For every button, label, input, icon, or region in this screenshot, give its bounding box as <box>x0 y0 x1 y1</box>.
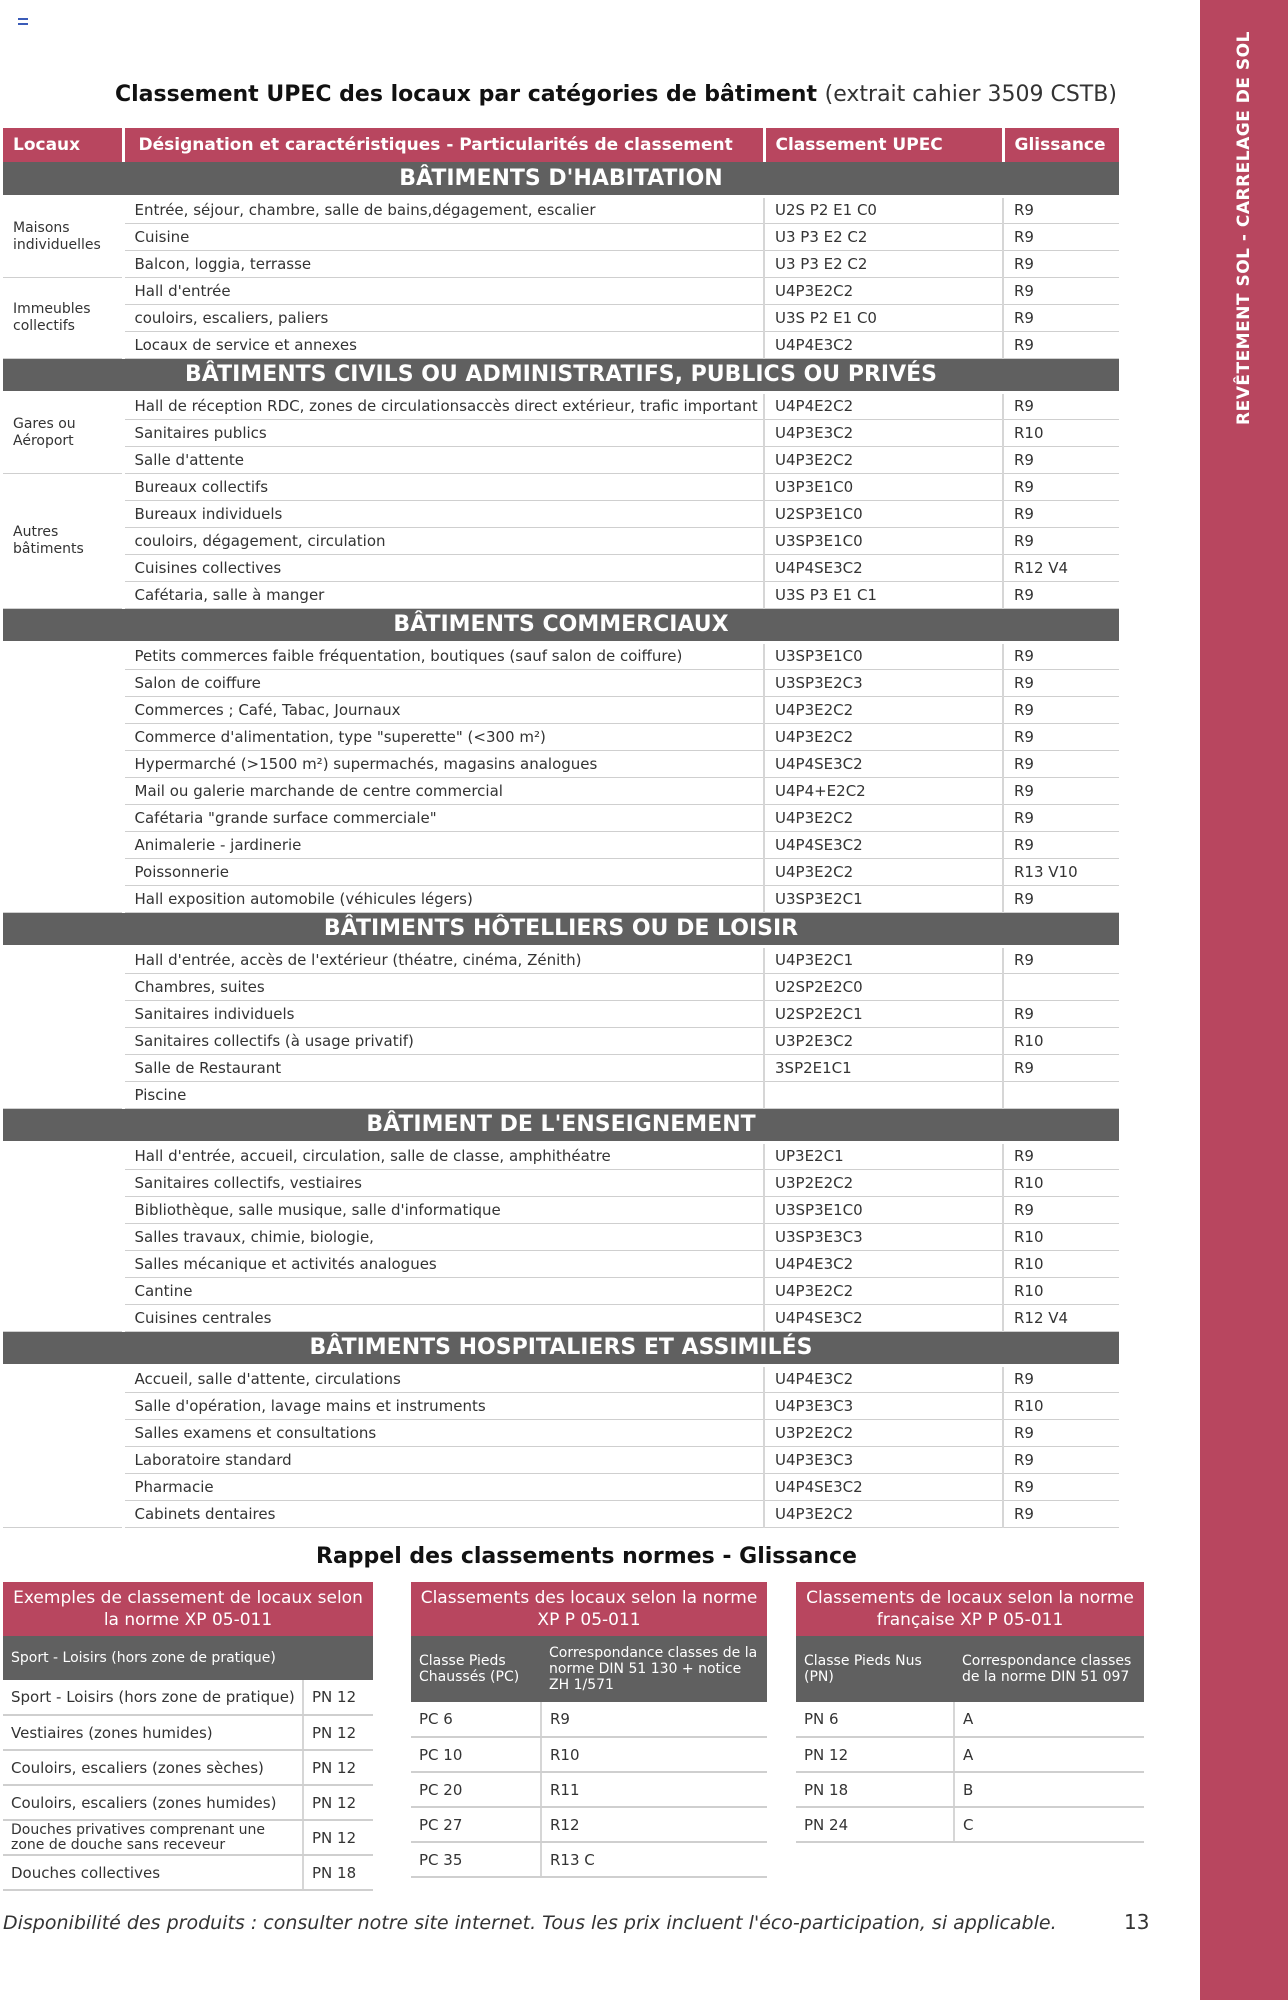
table-row <box>411 1807 767 1842</box>
designation-cell: Sanitaires publics <box>123 419 764 446</box>
glissance-cell: R9 <box>1003 777 1119 804</box>
side-banner-text: REVÊTEMENT SOL - CARRELAGE DE SOL <box>1234 31 1254 425</box>
upec-cell: U3P3E1C0 <box>764 473 1003 500</box>
table-row <box>3 1142 1119 1169</box>
designation-cell: Cafétaria "grande surface commerciale" <box>123 804 764 831</box>
designation-cell: Pharmacie <box>123 1473 764 1500</box>
glissance-cell: R10 <box>1003 1223 1119 1250</box>
glissance-cell: R9 <box>1003 1142 1119 1169</box>
value-cell: R10 <box>541 1737 767 1772</box>
glissance-cell: R9 <box>1003 1054 1119 1081</box>
table-row <box>411 1737 767 1772</box>
title-main: Classement UPEC des locaux par catégories de bâtiment <box>115 82 817 107</box>
value-cell: PN 12 <box>303 1785 373 1820</box>
upec-cell: U4P4+E2C2 <box>764 777 1003 804</box>
upec-table-header <box>3 128 1119 162</box>
value-cell: R9 <box>541 1702 767 1737</box>
upec-cell: U4P4SE3C2 <box>764 750 1003 777</box>
designation-cell: Hall exposition automobile (véhicules légers) <box>123 885 764 912</box>
table-row <box>3 750 1119 777</box>
glissance-cell: R10 <box>1003 1277 1119 1304</box>
upec-cell: U2SP3E1C0 <box>764 500 1003 527</box>
glissance-cell: R9 <box>1003 581 1119 608</box>
glissance-cell: R9 <box>1003 473 1119 500</box>
upec-cell: UP3E2C1 <box>764 1142 1003 1169</box>
glissance-cell: R10 <box>1003 1250 1119 1277</box>
glissance-cell: R9 <box>1003 223 1119 250</box>
upec-cell: U4P3E2C2 <box>764 1500 1003 1527</box>
glissance-cell: R10 <box>1003 1027 1119 1054</box>
glissance-cell: R9 <box>1003 1446 1119 1473</box>
locaux-cell <box>3 1142 123 1331</box>
upec-cell: U4P3E2C2 <box>764 277 1003 304</box>
upec-cell <box>764 1081 1003 1108</box>
designation-cell: Cabinets dentaires <box>123 1500 764 1527</box>
upec-cell: U4P4SE3C2 <box>764 1304 1003 1331</box>
table-row <box>796 1772 1144 1807</box>
upec-cell: U3SP3E1C0 <box>764 642 1003 669</box>
value-cell: R13 C <box>541 1842 767 1877</box>
designation-cell: Bureaux individuels <box>123 500 764 527</box>
value-cell: PN 12 <box>303 1680 373 1715</box>
label-cell: PN 6 <box>796 1702 954 1737</box>
section-header-row <box>3 1331 1119 1365</box>
title-sub: (extrait cahier 3509 CSTB) <box>824 82 1117 107</box>
upec-cell: U4P4E3C2 <box>764 1365 1003 1392</box>
section-header-row <box>3 1108 1119 1142</box>
glissance-cell: R9 <box>1003 1196 1119 1223</box>
glissance-cell: R9 <box>1003 196 1119 223</box>
designation-cell: Hall d'entrée <box>123 277 764 304</box>
glissance-cell: R10 <box>1003 419 1119 446</box>
designation-cell: Sanitaires individuels <box>123 1000 764 1027</box>
upec-cell: U4P3E2C2 <box>764 446 1003 473</box>
locaux-cell <box>3 946 123 1108</box>
label-cell: Douches privatives comprenant une zone de douche sans receveur <box>3 1820 303 1855</box>
label-cell: Couloirs, escaliers (zones sèches) <box>3 1750 303 1785</box>
upec-cell: U4P4SE3C2 <box>764 554 1003 581</box>
glissance-cell: R10 <box>1003 1392 1119 1419</box>
rappel-title: Rappel des classements normes - Glissance <box>316 1544 857 1569</box>
section-title: BÂTIMENTS HOSPITALIERS ET ASSIMILÉS <box>3 1331 1119 1365</box>
value-cell: R11 <box>541 1772 767 1807</box>
upec-cell: U3S P2 E1 C0 <box>764 304 1003 331</box>
upec-cell: U3S P3 E1 C1 <box>764 581 1003 608</box>
glissance-cell: R9 <box>1003 500 1119 527</box>
section-header-row <box>3 608 1119 642</box>
table-row <box>3 973 1119 1000</box>
glissance-cell: R9 <box>1003 1473 1119 1500</box>
table-row <box>3 946 1119 973</box>
table-row <box>3 696 1119 723</box>
upec-cell: U4P4SE3C2 <box>764 831 1003 858</box>
glissance-cell: R9 <box>1003 304 1119 331</box>
designation-cell: Salles mécanique et activités analogues <box>123 1250 764 1277</box>
table-row <box>3 1419 1119 1446</box>
designation-cell: Chambres, suites <box>123 973 764 1000</box>
designation-cell: Cuisines collectives <box>123 554 764 581</box>
upec-cell: U4P3E3C3 <box>764 1392 1003 1419</box>
upec-cell: U4P4E3C2 <box>764 1250 1003 1277</box>
col-header-glissance: Glissance <box>1003 128 1119 162</box>
upec-cell: U3SP3E1C0 <box>764 1196 1003 1223</box>
upec-cell: U4P4SE3C2 <box>764 1473 1003 1500</box>
footer-note: Disponibilité des produits : consulter notre site internet. Tous les prix incluent l'éco-participation, si applicable. <box>3 1912 1057 1934</box>
pc-col1-header: Classe Pieds Chaussés (PC) <box>411 1636 541 1702</box>
col-header-locaux: Locaux <box>3 128 123 162</box>
table-row <box>3 1750 373 1785</box>
table-row <box>3 1027 1119 1054</box>
glissance-cell: R9 <box>1003 1419 1119 1446</box>
table-row <box>3 446 1119 473</box>
upec-cell: U3SP3E1C0 <box>764 527 1003 554</box>
designation-cell: Hall d'entrée, accès de l'extérieur (théatre, cinéma, Zénith) <box>123 946 764 973</box>
table-row <box>3 831 1119 858</box>
upec-cell: U4P3E2C2 <box>764 1277 1003 1304</box>
glissance-cell: R9 <box>1003 1000 1119 1027</box>
designation-cell: Hall de réception RDC, zones de circulationsaccès direct extérieur, trafic important <box>123 392 764 419</box>
page-title <box>115 82 1117 107</box>
designation-cell: Sanitaires collectifs (à usage privatif) <box>123 1027 764 1054</box>
glissance-cell: R9 <box>1003 723 1119 750</box>
upec-cell: U4P4E3C2 <box>764 331 1003 358</box>
glissance-cell: R9 <box>1003 392 1119 419</box>
upec-cell: U3SP3E2C1 <box>764 885 1003 912</box>
col-header-upec: Classement UPEC <box>764 128 1003 162</box>
label-cell: PN 24 <box>796 1807 954 1842</box>
table-row <box>3 392 1119 419</box>
pc-table <box>411 1582 767 1878</box>
glissance-cell: R9 <box>1003 1500 1119 1527</box>
glissance-cell: R9 <box>1003 1365 1119 1392</box>
glissance-cell: R12 V4 <box>1003 1304 1119 1331</box>
designation-cell: Accueil, salle d'attente, circulations <box>123 1365 764 1392</box>
upec-cell: U4P3E2C2 <box>764 858 1003 885</box>
table-row <box>3 669 1119 696</box>
label-cell: PN 18 <box>796 1772 954 1807</box>
table-row <box>3 1855 373 1890</box>
upec-cell: U3P2E2C2 <box>764 1419 1003 1446</box>
designation-cell: Salle d'attente <box>123 446 764 473</box>
designation-cell: Salles examens et consultations <box>123 1419 764 1446</box>
table-row <box>3 527 1119 554</box>
table-row <box>3 1250 1119 1277</box>
table-row <box>3 250 1119 277</box>
table-row <box>411 1842 767 1877</box>
glissance-cell: R9 <box>1003 277 1119 304</box>
label-cell: PC 10 <box>411 1737 541 1772</box>
table-row <box>3 804 1119 831</box>
xp-example-subheader: Sport - Loisirs (hors zone de pratique) <box>3 1636 373 1680</box>
glissance-cell: R9 <box>1003 696 1119 723</box>
glissance-cell: R9 <box>1003 946 1119 973</box>
upec-cell: U3 P3 E2 C2 <box>764 250 1003 277</box>
value-cell: PN 18 <box>303 1855 373 1890</box>
designation-cell: couloirs, dégagement, circulation <box>123 527 764 554</box>
table-row <box>3 1169 1119 1196</box>
col-header-designation: Désignation et caractéristiques - Particularités de classement <box>123 128 764 162</box>
table-row <box>3 223 1119 250</box>
section-header-row <box>3 162 1119 196</box>
glissance-cell: R9 <box>1003 446 1119 473</box>
glissance-cell: R9 <box>1003 669 1119 696</box>
designation-cell: Salle d'opération, lavage mains et instruments <box>123 1392 764 1419</box>
label-cell: Douches collectives <box>3 1855 303 1890</box>
label-cell: PC 27 <box>411 1807 541 1842</box>
table-row <box>3 1223 1119 1250</box>
upec-cell: U4P3E2C2 <box>764 696 1003 723</box>
xp-example-table <box>3 1582 373 1891</box>
table-row <box>3 885 1119 912</box>
pn-col2-header: Correspondance classes de la norme DIN 51 097 <box>954 1636 1144 1702</box>
table-row <box>3 196 1119 223</box>
xp-example-header: Exemples de classement de locaux selon la norme XP 05-011 <box>3 1582 373 1636</box>
table-row <box>3 581 1119 608</box>
designation-cell: Bureaux collectifs <box>123 473 764 500</box>
upec-cell: U4P3E2C2 <box>764 723 1003 750</box>
section-title: BÂTIMENTS COMMERCIAUX <box>3 608 1119 642</box>
menu-icon[interactable] <box>18 18 28 25</box>
designation-cell: Mail ou galerie marchande de centre commercial <box>123 777 764 804</box>
table-row <box>3 723 1119 750</box>
upec-cell: U3 P3 E2 C2 <box>764 223 1003 250</box>
locaux-cell: Immeubles collectifs <box>3 277 123 358</box>
upec-cell: 3SP2E1C1 <box>764 1054 1003 1081</box>
glissance-cell: R9 <box>1003 642 1119 669</box>
section-title: BÂTIMENT DE L'ENSEIGNEMENT <box>3 1108 1119 1142</box>
pn-header: Classements de locaux selon la norme française XP P 05-011 <box>796 1582 1144 1636</box>
designation-cell: Entrée, séjour, chambre, salle de bains,dégagement, escalier <box>123 196 764 223</box>
table-row <box>3 1365 1119 1392</box>
value-cell: C <box>954 1807 1144 1842</box>
table-row <box>3 858 1119 885</box>
pn-table <box>796 1582 1144 1843</box>
glissance-cell: R9 <box>1003 885 1119 912</box>
table-row <box>3 419 1119 446</box>
glissance-cell: R9 <box>1003 804 1119 831</box>
designation-cell: Piscine <box>123 1081 764 1108</box>
value-cell: PN 12 <box>303 1715 373 1750</box>
upec-cell: U3SP3E3C3 <box>764 1223 1003 1250</box>
designation-cell: Commerces ; Café, Tabac, Journaux <box>123 696 764 723</box>
label-cell: PC 35 <box>411 1842 541 1877</box>
glissance-cell: R9 <box>1003 331 1119 358</box>
table-row <box>3 277 1119 304</box>
label-cell: Sport - Loisirs (hors zone de pratique) <box>3 1680 303 1715</box>
table-row <box>3 331 1119 358</box>
table-row <box>3 1715 373 1750</box>
table-row <box>796 1807 1144 1842</box>
table-row <box>3 1000 1119 1027</box>
upec-cell: U4P3E3C3 <box>764 1446 1003 1473</box>
glissance-cell: R9 <box>1003 250 1119 277</box>
table-row <box>3 1446 1119 1473</box>
upec-cell: U4P3E2C1 <box>764 946 1003 973</box>
glissance-cell: R9 <box>1003 750 1119 777</box>
table-row <box>796 1737 1144 1772</box>
glissance-cell: R10 <box>1003 1169 1119 1196</box>
designation-cell: Cuisines centrales <box>123 1304 764 1331</box>
table-row <box>3 777 1119 804</box>
designation-cell: Poissonnerie <box>123 858 764 885</box>
designation-cell: Laboratoire standard <box>123 1446 764 1473</box>
glissance-cell <box>1003 1081 1119 1108</box>
section-title: BÂTIMENTS CIVILS OU ADMINISTRATIFS, PUBLICS OU PRIVÉS <box>3 358 1119 392</box>
upec-cell: U2SP2E2C1 <box>764 1000 1003 1027</box>
table-row <box>3 473 1119 500</box>
table-row <box>3 642 1119 669</box>
glissance-cell: R13 V10 <box>1003 858 1119 885</box>
value-cell: R12 <box>541 1807 767 1842</box>
table-row <box>3 1473 1119 1500</box>
upec-cell: U3P2E2C2 <box>764 1169 1003 1196</box>
upec-cell: U3SP3E2C3 <box>764 669 1003 696</box>
table-row <box>3 1500 1119 1527</box>
table-row <box>796 1702 1144 1737</box>
designation-cell: Balcon, loggia, terrasse <box>123 250 764 277</box>
table-row <box>411 1772 767 1807</box>
locaux-cell: Gares ou Aéroport <box>3 392 123 473</box>
locaux-cell: Autres bâtiments <box>3 473 123 608</box>
designation-cell: Locaux de service et annexes <box>123 331 764 358</box>
pn-col1-header: Classe Pieds Nus (PN) <box>796 1636 954 1702</box>
section-header-row <box>3 358 1119 392</box>
label-cell: PN 12 <box>796 1737 954 1772</box>
section-title: BÂTIMENTS HÔTELLIERS OU DE LOISIR <box>3 912 1119 946</box>
upec-table <box>3 128 1119 1528</box>
value-cell: PN 12 <box>303 1820 373 1855</box>
table-row <box>3 1820 373 1855</box>
upec-cell: U4P4E2C2 <box>764 392 1003 419</box>
designation-cell: Hall d'entrée, accueil, circulation, salle de classe, amphithéatre <box>123 1142 764 1169</box>
value-cell: A <box>954 1737 1144 1772</box>
table-row <box>3 1392 1119 1419</box>
table-row <box>3 304 1119 331</box>
value-cell: PN 12 <box>303 1750 373 1785</box>
locaux-cell: Maisons individuelles <box>3 196 123 277</box>
section-title: BÂTIMENTS D'HABITATION <box>3 162 1119 196</box>
locaux-cell <box>3 1365 123 1527</box>
designation-cell: Cantine <box>123 1277 764 1304</box>
designation-cell: couloirs, escaliers, paliers <box>123 304 764 331</box>
upec-cell: U3P2E3C2 <box>764 1027 1003 1054</box>
designation-cell: Salle de Restaurant <box>123 1054 764 1081</box>
designation-cell: Cuisine <box>123 223 764 250</box>
glissance-cell: R9 <box>1003 527 1119 554</box>
upec-cell: U4P3E2C2 <box>764 804 1003 831</box>
table-row <box>3 1054 1119 1081</box>
designation-cell: Petits commerces faible fréquentation, boutiques (sauf salon de coiffure) <box>123 642 764 669</box>
table-row <box>3 1081 1119 1108</box>
designation-cell: Hypermarché (>1500 m²) supermachés, magasins analogues <box>123 750 764 777</box>
pc-col2-header: Correspondance classes de la norme DIN 51 130 + notice ZH 1/571 <box>541 1636 767 1702</box>
table-row <box>3 1277 1119 1304</box>
label-cell: Vestiaires (zones humides) <box>3 1715 303 1750</box>
glissance-cell <box>1003 973 1119 1000</box>
table-row <box>3 1785 373 1820</box>
glissance-cell: R9 <box>1003 831 1119 858</box>
label-cell: PC 6 <box>411 1702 541 1737</box>
page-number: 13 <box>1124 1910 1150 1934</box>
table-row <box>3 1680 373 1715</box>
designation-cell: Cafétaria, salle à manger <box>123 581 764 608</box>
table-row <box>3 554 1119 581</box>
designation-cell: Animalerie - jardinerie <box>123 831 764 858</box>
table-row <box>3 1196 1119 1223</box>
designation-cell: Salles travaux, chimie, biologie, <box>123 1223 764 1250</box>
table-row <box>3 500 1119 527</box>
pc-header: Classements des locaux selon la norme XP P 05-011 <box>411 1582 767 1636</box>
table-row <box>3 1304 1119 1331</box>
designation-cell: Commerce d'alimentation, type "superette" (<300 m²) <box>123 723 764 750</box>
label-cell: PC 20 <box>411 1772 541 1807</box>
glissance-cell: R12 V4 <box>1003 554 1119 581</box>
designation-cell: Sanitaires collectifs, vestiaires <box>123 1169 764 1196</box>
upec-cell: U2SP2E2C0 <box>764 973 1003 1000</box>
section-header-row <box>3 912 1119 946</box>
designation-cell: Bibliothèque, salle musique, salle d'informatique <box>123 1196 764 1223</box>
designation-cell: Salon de coiffure <box>123 669 764 696</box>
label-cell: Couloirs, escaliers (zones humides) <box>3 1785 303 1820</box>
value-cell: B <box>954 1772 1144 1807</box>
upec-cell: U4P3E3C2 <box>764 419 1003 446</box>
upec-cell: U2S P2 E1 C0 <box>764 196 1003 223</box>
value-cell: A <box>954 1702 1144 1737</box>
table-row <box>411 1702 767 1737</box>
locaux-cell <box>3 642 123 912</box>
